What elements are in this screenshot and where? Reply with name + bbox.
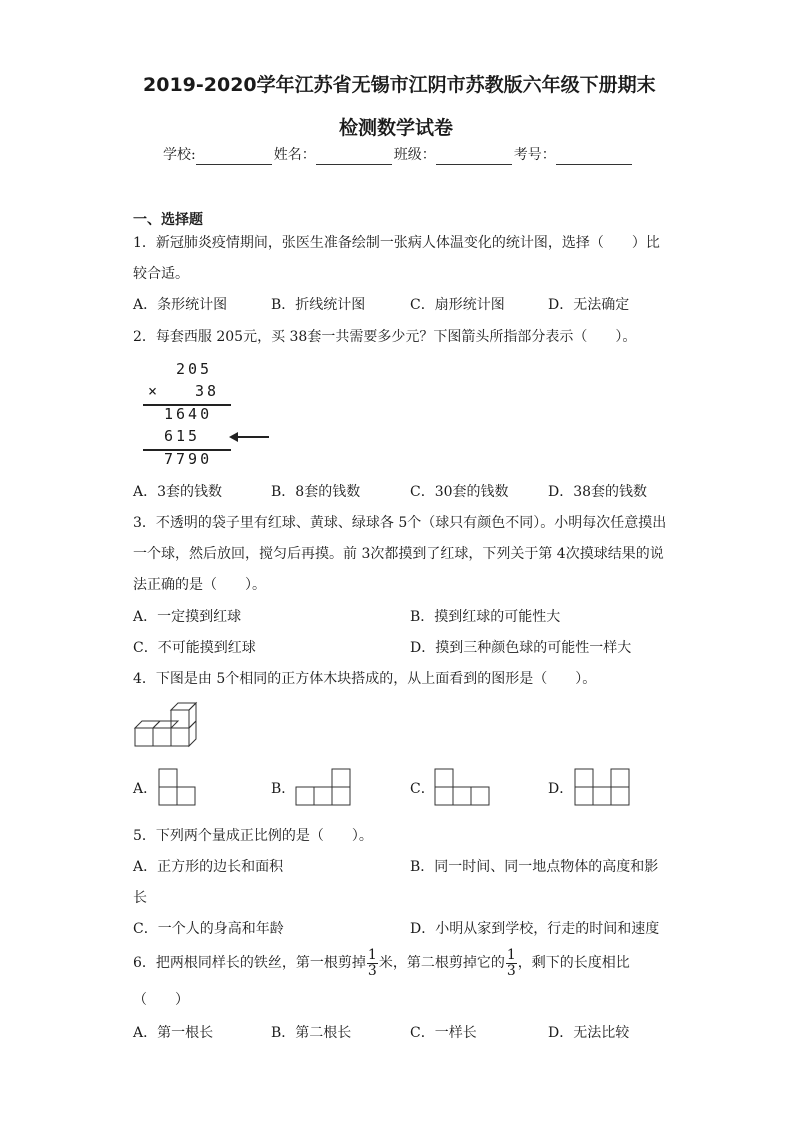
q4-option-d-label[interactable]: D． — [548, 781, 574, 797]
calc-product: 7790 — [164, 450, 213, 468]
arrow-left-icon — [229, 431, 269, 443]
q1-option-a[interactable]: A．条形统计图 — [133, 297, 228, 313]
q3-option-b[interactable]: B．摸到红球的可能性大 — [410, 609, 561, 625]
exam-number-label: 考号： — [513, 147, 556, 163]
school-label: 学校: — [163, 147, 196, 163]
exam-title-line1: 2019-2020学年江苏省无锡市江阴市苏教版六年级下册期末 — [143, 74, 656, 96]
calc-multiplicand: 205 — [176, 360, 213, 378]
fraction-numerator: 1 — [506, 946, 516, 963]
q3-stem-line3: 法正确的是（ ）。 — [133, 577, 266, 593]
q5-option-b[interactable]: B．同一时间、同一地点物体的高度和影 — [410, 859, 659, 875]
q4-option-a-figure[interactable] — [158, 768, 196, 806]
fraction-numerator: 1 — [367, 946, 377, 963]
q4-option-d-figure[interactable] — [574, 768, 630, 806]
fraction-one-third-a — [367, 948, 378, 979]
q6-option-a[interactable]: A．第一根长 — [133, 1025, 214, 1041]
info-fields-row — [163, 145, 634, 165]
q5-option-b-wrap[interactable]: 长 — [133, 890, 147, 906]
exam-title-line2: 检测数学试卷 — [339, 117, 454, 139]
q1-option-b[interactable]: B．折线统计图 — [271, 297, 366, 313]
q4-stem: 4．下图是由 5个相同的正方体木块搭成的，从上面看到的图形是（ ）。 — [133, 671, 597, 687]
exam-number-field[interactable] — [556, 150, 632, 165]
q1-stem-line2: 较合适。 — [133, 266, 189, 282]
q3-stem-line2: 一个球，然后放回，搅匀后再摸。前 3次都摸到了红球，下列关于第 4次摸球结果的说 — [133, 546, 664, 562]
calc-times-sign: × — [148, 382, 161, 400]
class-label: 班级： — [393, 147, 436, 163]
q6-option-d[interactable]: D．无法比较 — [548, 1025, 630, 1041]
q3-option-d[interactable]: D．摸到三种颜色球的可能性一样大 — [410, 640, 632, 656]
q6-option-c[interactable]: C．一样长 — [410, 1025, 477, 1041]
q5-option-c[interactable]: C．一个人的身高和年龄 — [133, 921, 284, 937]
q6-stem-line2: （ ） — [133, 992, 189, 1008]
fraction-one-third-b — [506, 948, 517, 979]
q5-option-a[interactable]: A．正方形的边长和面积 — [133, 859, 284, 875]
q5-option-d[interactable]: D．小明从家到学校，行走的时间和速度 — [410, 921, 660, 937]
q6-stem-line1 — [133, 947, 630, 979]
name-label: 姓名： — [273, 147, 316, 163]
q4-option-c-label[interactable]: C． — [410, 781, 435, 797]
calc-multiplier: 38 — [195, 382, 220, 400]
q6-option-b[interactable]: B．第二根长 — [271, 1025, 352, 1041]
q5-stem: 5．下列两个量成正比例的是（ ）。 — [133, 828, 373, 844]
q1-option-d[interactable]: D．无法确定 — [548, 297, 630, 313]
q6-text-part2: 米，第二根剪掉它的 — [378, 955, 505, 971]
q4-option-b-figure[interactable] — [295, 768, 351, 806]
q3-option-c[interactable]: C．不可能摸到红球 — [133, 640, 256, 656]
school-field[interactable] — [196, 150, 272, 165]
q4-option-a-label[interactable]: A． — [133, 781, 158, 797]
class-field[interactable] — [436, 150, 512, 165]
name-field[interactable] — [316, 150, 392, 165]
q2-stem: 2．每套西服 205元，买 38套一共需要多少元？下图箭头所指部分表示（ ）。 — [133, 329, 637, 345]
q1-option-c[interactable]: C．扇形统计图 — [410, 297, 505, 313]
q3-option-a[interactable]: A．一定摸到红球 — [133, 609, 242, 625]
q2-option-c[interactable]: C．30套的钱数 — [410, 484, 509, 500]
q3-stem-line1: 3．不透明的袋子里有红球、黄球、绿球各 5个（球只有颜色不同）。小明每次任意摸出 — [133, 515, 667, 531]
q6-text-part1: 6．把两根同样长的铁丝，第一根剪掉 — [133, 955, 366, 971]
q4-option-c-figure[interactable] — [434, 768, 490, 806]
fraction-denominator: 3 — [367, 962, 377, 979]
q4-option-b-label[interactable]: B． — [271, 781, 296, 797]
fraction-denominator: 3 — [506, 962, 516, 979]
section-heading: 一、选择题 — [133, 212, 203, 228]
q2-option-a[interactable]: A．3套的钱数 — [133, 484, 223, 500]
cube-stack-figure — [134, 703, 196, 748]
q2-option-b[interactable]: B．8套的钱数 — [271, 484, 361, 500]
q6-text-part3: ，剩下的长度相比 — [517, 955, 630, 971]
calc-partial-2: 615 — [164, 427, 201, 445]
q2-option-d[interactable]: D．38套的钱数 — [548, 484, 648, 500]
calc-partial-1: 1640 — [164, 405, 213, 423]
q1-stem-line1: 1．新冠肺炎疫情期间，张医生准备绘制一张病人体温变化的统计图，选择（ ）比 — [133, 235, 660, 251]
